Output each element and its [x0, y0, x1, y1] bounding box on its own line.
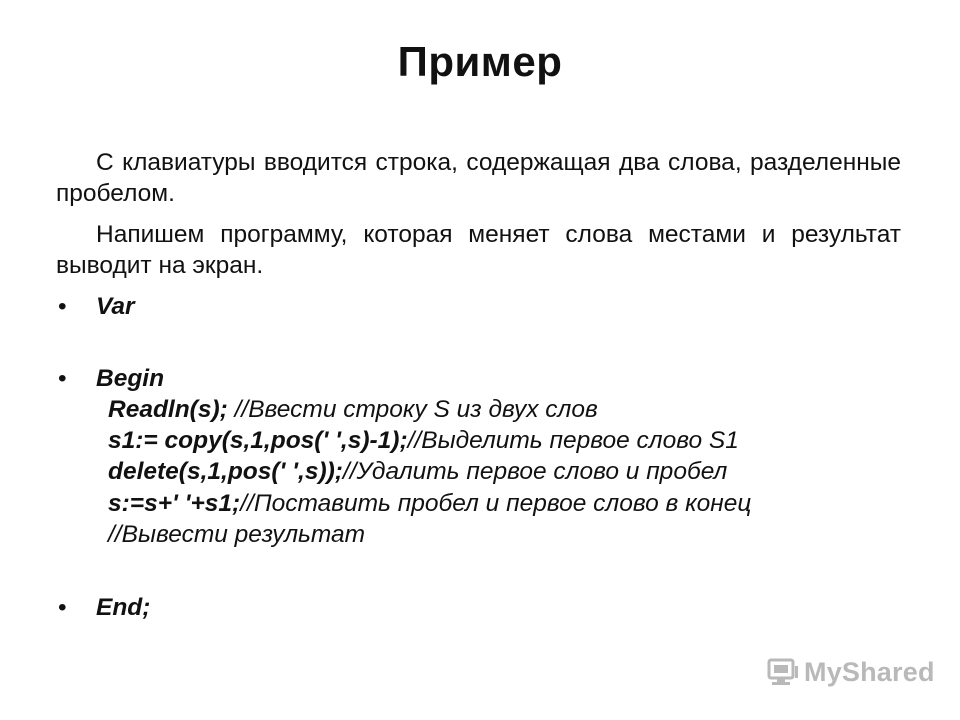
code-comment: //Вывести результат — [108, 521, 366, 548]
code-comment: //Ввести строку S из двух слов — [227, 396, 598, 423]
code-statement: Readln(s); — [108, 396, 228, 423]
code-comment: //Удалить первое слово и пробел — [342, 458, 728, 485]
watermark-text: MyShared — [804, 656, 935, 687]
bullet-marker: • — [58, 365, 67, 392]
code-line — [108, 519, 938, 550]
bullet-marker: • — [58, 594, 67, 621]
code-line — [108, 425, 938, 456]
code-statement: delete(s,1,pos(' ',s)); — [108, 458, 343, 485]
bullet-marker: • — [58, 293, 67, 320]
slide-title: Пример — [397, 38, 563, 85]
code-line — [108, 456, 938, 487]
code-statement: s:=s+' '+s1; — [108, 490, 241, 517]
keyword-var: Var — [96, 293, 135, 320]
code-line — [108, 488, 938, 519]
keyword-end: End; — [96, 594, 151, 621]
paragraph-program: Напишем программу, которая меняет слова местами и результат выводит на экран. — [56, 221, 901, 279]
code-line — [108, 394, 938, 425]
code-comment: //Поставить пробел и первое слово в конец — [240, 490, 752, 517]
keyword-begin: Begin — [96, 365, 165, 392]
code-statement: s1:= copy(s,1,pos(' ',s)-1); — [108, 427, 408, 454]
code-comment: //Выделить первое слово S1 — [407, 427, 739, 454]
paragraph-task: С клавиатуры вводится строка, содержащая два слова, разделенные пробелом. — [56, 149, 901, 207]
myshared-logo-icon — [766, 656, 800, 688]
myshared-watermark — [766, 654, 935, 690]
